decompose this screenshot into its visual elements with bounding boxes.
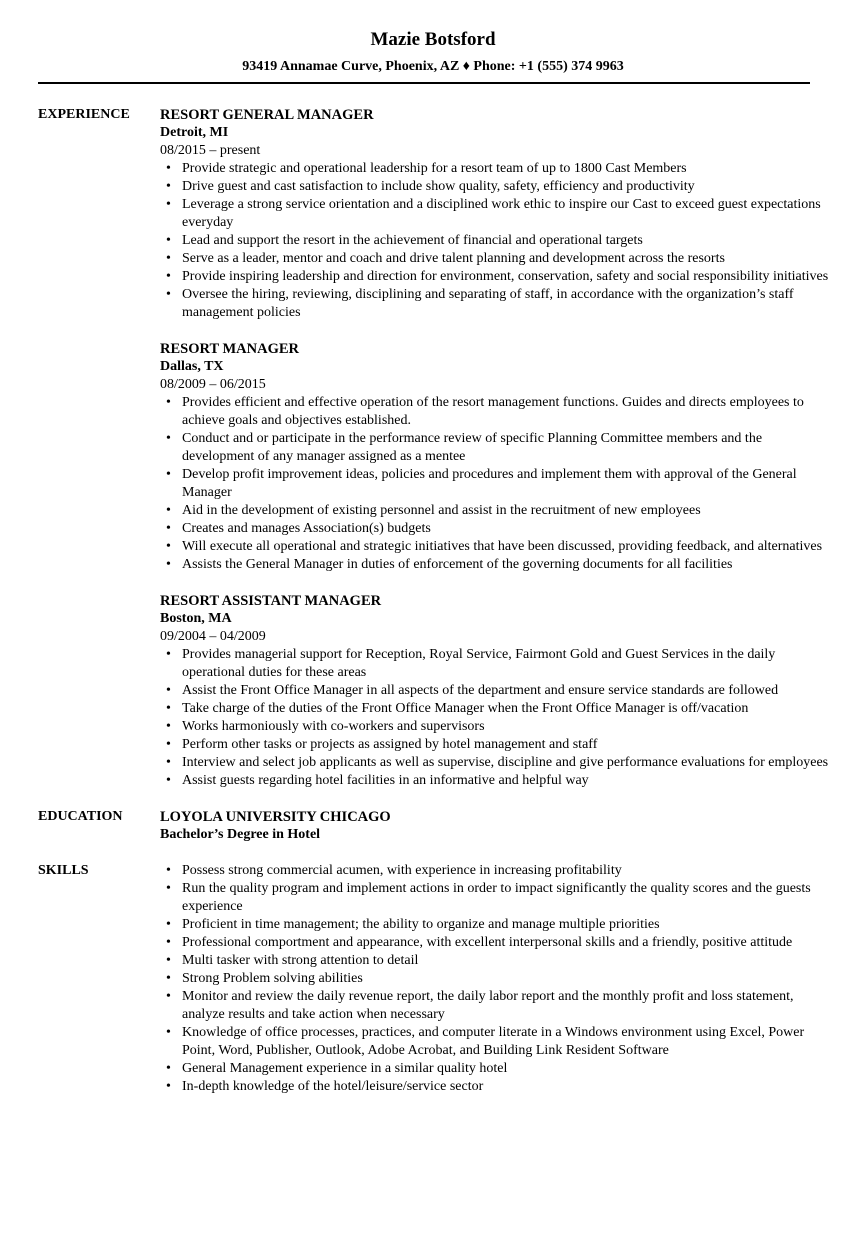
job-location: Dallas, TX bbox=[160, 359, 224, 374]
school-name: LOYOLA UNIVERSITY CHICAGO bbox=[160, 809, 391, 825]
list-item: • Conduct and or participate in the performance review of specific Planning Committee members and the development of any manager assigned as a mentee bbox=[160, 430, 836, 466]
candidate-name: Mazie Botsford bbox=[370, 29, 496, 50]
list-item: • Interview and select job applicants as well as supervise, discipline and give performance evaluations for employees bbox=[160, 754, 836, 772]
list-item: • Assist the Front Office Manager in all aspects of the department and ensure service standards are followed bbox=[160, 682, 836, 700]
header-divider bbox=[38, 82, 810, 84]
job-dates: 09/2004 – 04/2009 bbox=[160, 629, 266, 644]
list-item: • Assist guests regarding hotel facilities in an informative and helpful way bbox=[160, 772, 836, 790]
skills-list bbox=[160, 862, 836, 1096]
contact-line: 93419 Annamae Curve, Phoenix, AZ ♦ Phone: +1 (555) 374 9963 bbox=[242, 59, 624, 74]
list-item: • Professional comportment and appearance, with excellent interpersonal skills and a friendly, positive attitude bbox=[160, 934, 836, 952]
list-item: • Drive guest and cast satisfaction to include show quality, safety, efficiency and productivity bbox=[160, 178, 836, 196]
list-item: • Serve as a leader, mentor and coach and drive talent planning and development across the resorts bbox=[160, 250, 836, 268]
list-item: • Lead and support the resort in the achievement of financial and operational targets bbox=[160, 232, 836, 250]
list-item: • Develop profit improvement ideas, policies and procedures and implement them with approval of the General Manager bbox=[160, 466, 836, 502]
list-item: • Possess strong commercial acumen, with experience in increasing profitability bbox=[160, 862, 836, 880]
list-item: • Proficient in time management; the ability to organize and manage multiple priorities bbox=[160, 916, 836, 934]
list-item: • Monitor and review the daily revenue report, the daily labor report and the monthly profit and loss statement, analyze results and take action when necessary bbox=[160, 988, 836, 1024]
list-item: • Multi tasker with strong attention to detail bbox=[160, 952, 836, 970]
list-item: • Creates and manages Association(s) budgets bbox=[160, 520, 836, 538]
job-title: RESORT ASSISTANT MANAGER bbox=[160, 593, 382, 609]
section-label-experience: EXPERIENCE bbox=[38, 107, 130, 122]
education-entry bbox=[160, 808, 836, 844]
list-item: • Strong Problem solving abilities bbox=[160, 970, 836, 988]
job-bullets bbox=[160, 646, 836, 790]
resume-header bbox=[0, 0, 866, 76]
section-label-skills: SKILLS bbox=[38, 863, 89, 878]
job-entry bbox=[160, 106, 836, 322]
job-title: RESORT MANAGER bbox=[160, 341, 300, 357]
list-item: • Take charge of the duties of the Front Office Manager when the Front Office Manager is off/vacation bbox=[160, 700, 836, 718]
job-dates: 08/2015 – present bbox=[160, 143, 261, 158]
list-item: • Provides managerial support for Reception, Royal Service, Fairmont Gold and Guest Services in the daily operational duties for these areas bbox=[160, 646, 836, 682]
list-item: • Oversee the hiring, reviewing, disciplining and separating of staff, in accordance with the organization’s staff management policies bbox=[160, 286, 836, 322]
list-item: • Assists the General Manager in duties of enforcement of the governing documents for all facilities bbox=[160, 556, 836, 574]
list-item: • Will execute all operational and strategic initiatives that have been discussed, providing feedback, and alternatives bbox=[160, 538, 836, 556]
skills-section bbox=[38, 862, 836, 1096]
job-entry bbox=[160, 592, 836, 790]
job-title: RESORT GENERAL MANAGER bbox=[160, 107, 374, 123]
list-item: • Provide strategic and operational leadership for a resort team of up to 1800 Cast Members bbox=[160, 160, 836, 178]
list-item: • Provides efficient and effective operation of the resort management functions. Guides and directs employees to achieve goals and objectives established. bbox=[160, 394, 836, 430]
job-bullets bbox=[160, 160, 836, 322]
degree: Bachelor’s Degree in Hotel bbox=[160, 827, 321, 842]
list-item: • Aid in the development of existing personnel and assist in the recruitment of new employees bbox=[160, 502, 836, 520]
list-item: • In-depth knowledge of the hotel/leisure/service sector bbox=[160, 1078, 836, 1096]
section-label-education: EDUCATION bbox=[38, 809, 123, 824]
experience-list bbox=[160, 106, 836, 790]
list-item: • Run the quality program and implement actions in order to impact significantly the quality scores and the guests experience bbox=[160, 880, 836, 916]
skills-body bbox=[160, 862, 836, 1096]
job-location: Boston, MA bbox=[160, 611, 232, 626]
list-item: • Knowledge of office processes, practices, and computer literate in a Windows environment using Excel, Power Point, Word, Publisher, Outlook, Adobe Acrobat, and Building Link Resident Software bbox=[160, 1024, 836, 1060]
job-dates: 08/2009 – 06/2015 bbox=[160, 377, 266, 392]
list-item: • Leverage a strong service orientation and a disciplined work ethic to inspire our Cast to exceed guest expectations everyday bbox=[160, 196, 836, 232]
list-item: • Perform other tasks or projects as assigned by hotel management and staff bbox=[160, 736, 836, 754]
education-section bbox=[38, 808, 836, 844]
list-item: • Provide inspiring leadership and direction for environment, conservation, safety and social responsibility initiatives bbox=[160, 268, 836, 286]
job-location: Detroit, MI bbox=[160, 125, 229, 140]
job-entry bbox=[160, 340, 836, 574]
list-item: • General Management experience in a similar quality hotel bbox=[160, 1060, 836, 1078]
list-item: • Works harmoniously with co-workers and supervisors bbox=[160, 718, 836, 736]
experience-section bbox=[38, 106, 836, 790]
job-bullets bbox=[160, 394, 836, 574]
